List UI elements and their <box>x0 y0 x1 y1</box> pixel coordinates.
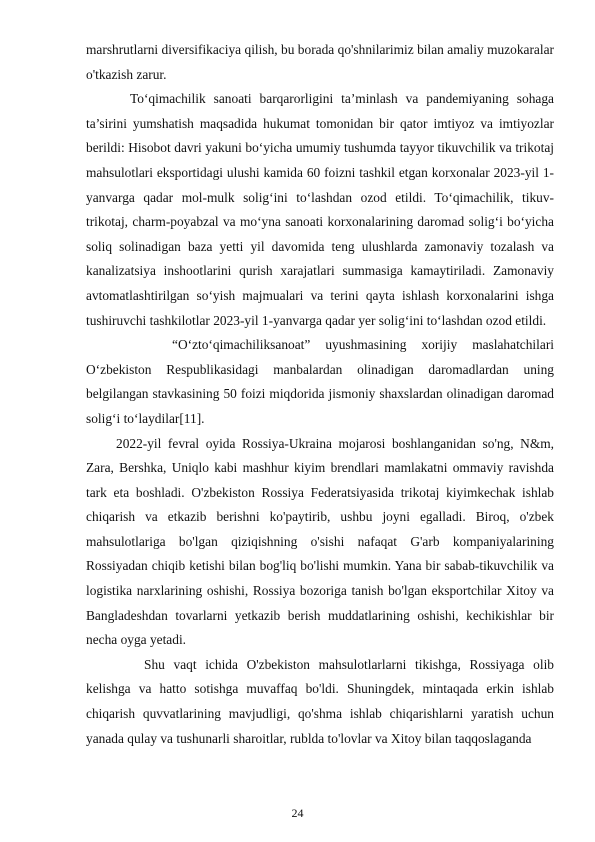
page-number: 24 <box>291 806 304 820</box>
paragraph-textile-benefits: To‘qimachilik sanoati barqarorligini ta’minlash va pandemiyaning sohaga ta’sirini yumshatish maqsadida hukumat tomonidan bir qator imtiyoz va imtiyozlar berildi: Hisobot davri yakuni bo‘yicha umumiy tushumda tayyor tikuvchilik va trikotaj mahsulotlari eksportidagi ulushi kamida 60 foizni tashkil etgan korxonalar 2023-yil 1-yanvarga qadar mol-mulk solig‘ini to‘lashdan ozod etildi. To‘qimachilik, tikuv-trikotaj, charm-poyabzal va mo‘yna sanoati korxonalarining daromad solig‘i bo‘yicha soliq solinadigan baza yetti yil davomida teng ulushlarda zamonaviy tozalash va kanalizatsiya inshootlarini qurish xarajatlari summasiga kamaytiriladi. Zamonaviy avtomatlashtirilgan so‘yish majmualari va terini qayta ishlash korxonalarini ishga tushiruvchi tashkilotlar 2023-yil 1-yanvarga qadar yer solig‘ini to‘lashdan ozod etildi. <box>86 91 554 328</box>
paragraph-russia-ukraine: 2022-yil fevral oyida Rossiya-Ukraina mojarosi boshlanganidan so'ng, N&m, Zara, Bershka, Uniqlo kabi mashhur kiyim brendlari mamlakatni ommaviy ravishda tark eta boshladi. O'zbekiston Rossiya Federatsiyasida trikotaj kiyimkechak ishlab chiqarish va etkazib berishni ko'paytirib, ushbu joyni egalladi. Biroq, o'zbek mahsulotlariga bo'lgan qiziqishning o'sishi nafaqat G'arb kompaniyalarining Rossiyadan chiqib ketishi bilan bog'liq bo'lishi mumkin. Yana bir sabab-tikuvchilik va logistika narxlarining oshishi, Rossiya bozoriga tanish bo'lgan eksportchilar Xitoy va Bangladeshdan tovarlarni yetkazib berish muddatlarining oshishi, kechikishlar bir necha oyga yetadi. <box>86 435 554 648</box>
document-body <box>86 38 554 751</box>
paragraph-uzbekistan-products: Shu vaqt ichida O'zbekiston mahsulotlarlarni tikishga, Rossiyaga olib kelishga va hatto sotishga muvaffaq bo'ldi. Shuningdek, mintaqada erkin ishlab chiqarish quvvatlarining mavjudligi, qo'shma ishlab chiqarishlarni yaratish uchun yanada qulay va tushunarli sharoitlar, rublda to'lovlar va Xitoy bilan taqqoslaganda <box>86 656 554 746</box>
paragraph-foreign-advisers: “O‘zto‘qimachiliksanoat” uyushmasining xorijiy maslahatchilari O‘zbekiston Respublikasidagi manbalardan olinadigan daromadlardan uning belgilangan stavkasining 50 foizi miqdorida jismoniy shaxslardan olinadigan daromad solig‘i to‘laydilar[11]. <box>86 337 554 426</box>
paragraph-routes: marshrutlarni diversifikaciya qilish, bu borada qo'shnilarimiz bilan amaliy muzokaralar o'tkazish zarur. <box>86 42 554 82</box>
